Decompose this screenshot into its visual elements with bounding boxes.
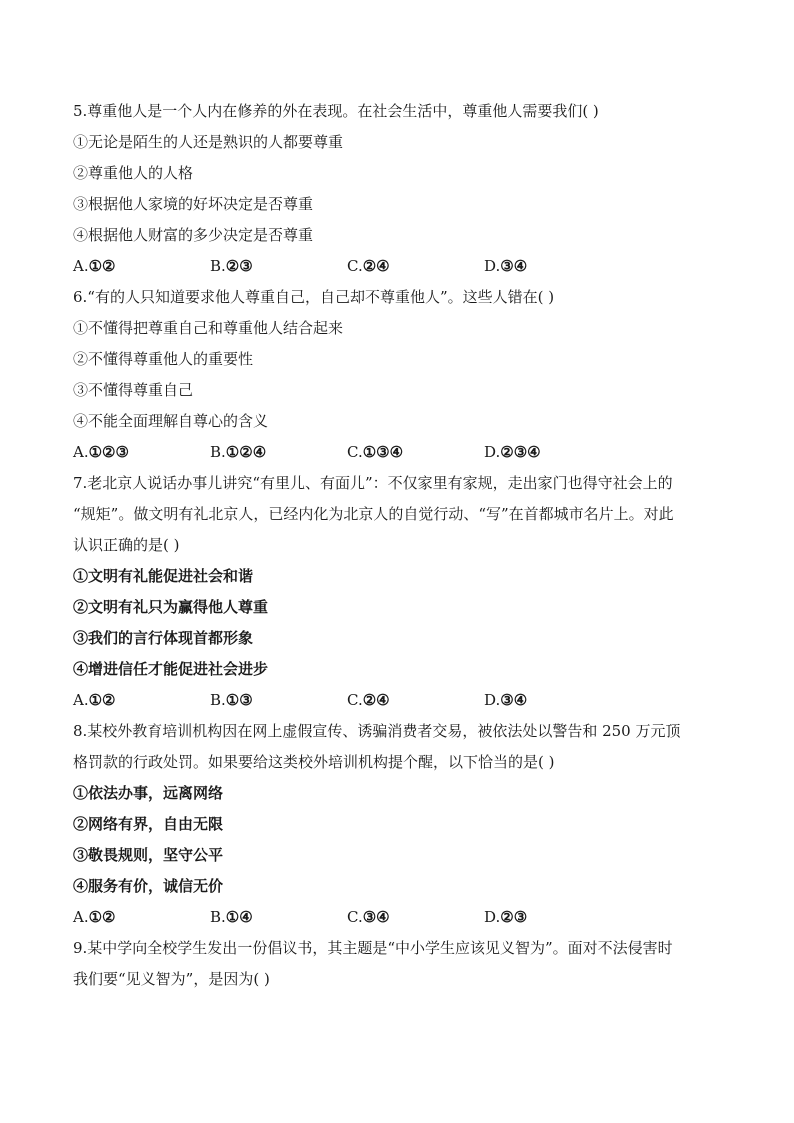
question-stem-line: 认识正确的是( ) [73, 536, 180, 554]
statement-item: ④服务有价，诚信无价 [73, 877, 224, 895]
statement-item: ①不懂得把尊重自己和尊重他人结合起来 [73, 319, 344, 337]
option-a: A.①② [73, 691, 116, 709]
option-c: C.①③④ [347, 443, 404, 461]
question-stem-line: 7.老北京人说话办事儿讲究“有里儿、有面儿”：不仅家里有家规，走出家门也得守社会上的 [73, 474, 673, 492]
statement-item: ④根据他人财富的多少决定是否尊重 [73, 226, 314, 244]
question-8 [73, 716, 723, 933]
statement-item: ③我们的言行体现首都形象 [73, 629, 254, 647]
question-5 [73, 96, 723, 282]
question-stem-line: 5.尊重他人是一个人内在修养的外在表现。在社会生活中，尊重他人需要我们( ) [73, 102, 599, 120]
option-d: D.③④ [484, 257, 528, 275]
question-stem-line: 我们要“见义智为”，是因为( ) [73, 970, 270, 988]
statement-item: ②文明有礼只为赢得他人尊重 [73, 598, 269, 616]
statement-item: ③敬畏规则，坚守公平 [73, 846, 224, 864]
statement-item: ③根据他人家境的好坏决定是否尊重 [73, 195, 314, 213]
option-c: C.③④ [347, 908, 390, 926]
statement-item: ②尊重他人的人格 [73, 164, 194, 182]
statement-item: ①无论是陌生的人还是熟识的人都要尊重 [73, 133, 344, 151]
statement-item: ①文明有礼能促进社会和谐 [73, 567, 254, 585]
statement-item: ②网络有界，自由无限 [73, 815, 224, 833]
option-b: B.①④ [210, 908, 253, 926]
question-stem-line: 8.某校外教育培训机构因在网上虚假宣传、诱骗消费者交易，被依法处以警告和 250 万元顶 [73, 722, 681, 740]
question-stem-line: 格罚款的行政处罚。如果要给这类校外培训机构提个醒，以下恰当的是( ) [73, 753, 555, 771]
option-c: C.②④ [347, 257, 390, 275]
question-9 [73, 933, 723, 995]
statement-item: ④不能全面理解自尊心的含义 [73, 412, 269, 430]
question-stem-line: 9.某中学向全校学生发出一份倡议书，其主题是“中小学生应该见义智为”。面对不法侵害时 [73, 939, 673, 957]
question-stem-line: “规矩”。做文明有礼北京人，已经内化为北京人的自觉行动、“写”在首都城市名片上。对此 [73, 505, 674, 523]
answer-options [73, 902, 723, 933]
option-a: A.①② [73, 257, 116, 275]
answer-options [73, 685, 723, 716]
option-c: C.②④ [347, 691, 390, 709]
option-d: D.③④ [484, 691, 528, 709]
option-b: B.②③ [210, 257, 253, 275]
question-6 [73, 282, 723, 468]
option-b: B.①②④ [210, 443, 267, 461]
statement-item: ③不懂得尊重自己 [73, 381, 194, 399]
answer-options [73, 251, 723, 282]
option-d: D.②③ [484, 908, 528, 926]
statement-item: ①依法办事，远离网络 [73, 784, 224, 802]
option-a: A.①② [73, 908, 116, 926]
option-b: B.①③ [210, 691, 253, 709]
statement-item: ④增进信任才能促进社会进步 [73, 660, 269, 678]
question-list [73, 96, 723, 995]
statement-item: ②不懂得尊重他人的重要性 [73, 350, 254, 368]
option-d: D.②③④ [484, 443, 541, 461]
option-a: A.①②③ [73, 443, 129, 461]
question-stem-line: 6.“有的人只知道要求他人尊重自己，自己却不尊重他人”。这些人错在( ) [73, 288, 555, 306]
question-7 [73, 468, 723, 716]
answer-options [73, 437, 723, 468]
